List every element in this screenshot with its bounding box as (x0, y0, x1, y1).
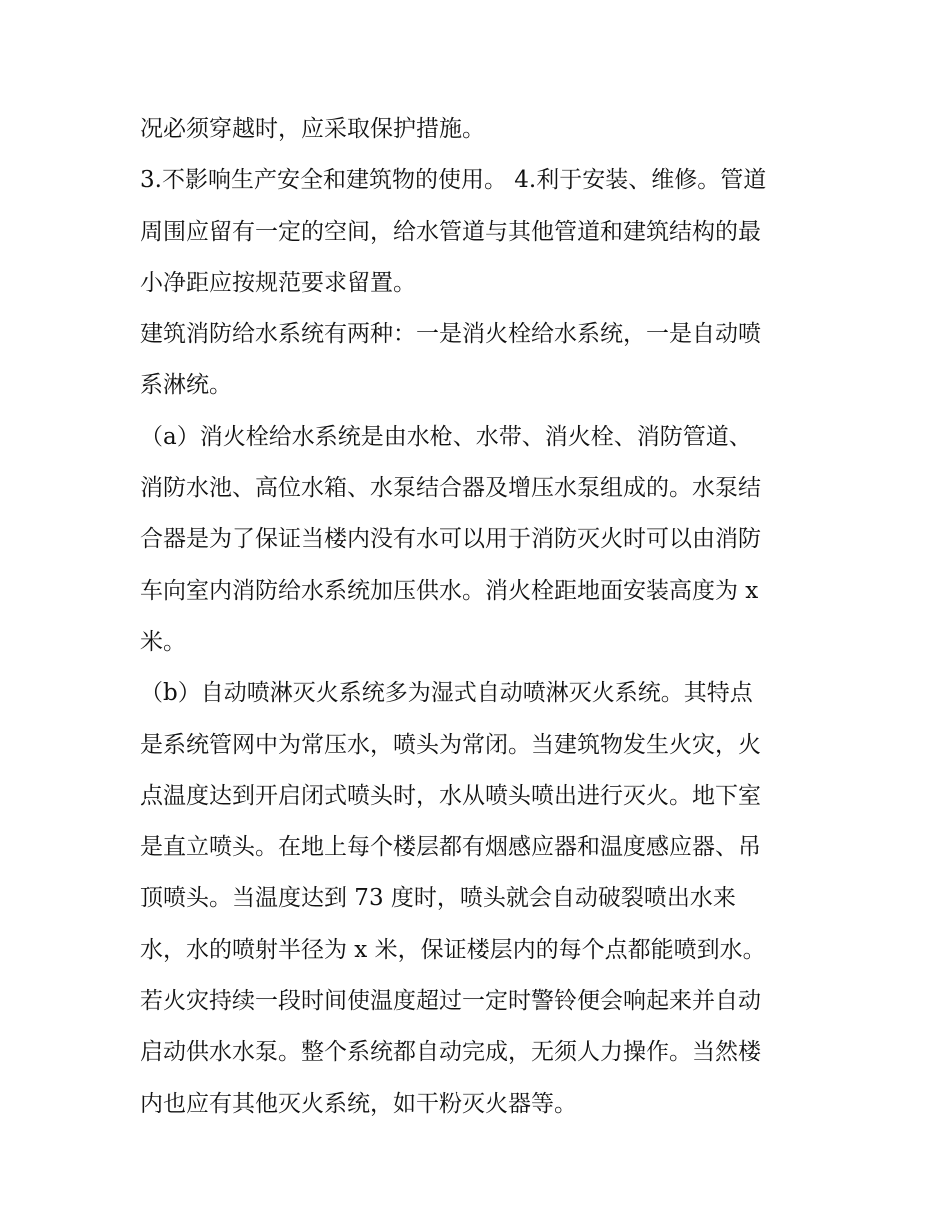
text-line: 3.不影响生产安全和建筑物的使用。 4.利于安装、维修。管道 (140, 167, 767, 194)
text-line: 启动供水水泵。整个系统都自动完成，无须人力操作。当然楼 (140, 1039, 761, 1066)
text-line: 顶喷头。当温度达到 73 度时，喷头就会自动破裂喷出水来 (140, 885, 736, 912)
text-line: 是系统管网中为常压水，喷头为常闭。当建筑物发生火灾，火 (140, 731, 761, 758)
text-line: 水，水的喷射半径为 x 米，保证楼层内的每个点都能喷到水。 (140, 936, 766, 963)
text-line: （b）自动喷淋灭火系统多为湿式自动喷淋灭火系统。其特点 (140, 680, 753, 707)
body-text (140, 108, 830, 1134)
text-line: 况必须穿越时，应采取保护措施。 (140, 116, 485, 142)
text-line: 小净距应按规范要求留置。 (140, 269, 416, 296)
text-line: 周围应留有一定的空间，给水管道与其他管道和建筑结构的最 (140, 218, 761, 245)
text-line: 合器是为了保证当楼内没有水可以用于消防灭火时可以由消防 (140, 526, 761, 553)
text-line: （a）消火栓给水系统是由水枪、水带、消火栓、消防管道、 (140, 423, 752, 450)
text-line: 系淋统。 (140, 372, 232, 399)
text-line: 点温度达到开启闭式喷头时，水从喷头喷出进行灭火。地下室 (140, 782, 761, 809)
text-line: 建筑消防给水系统有两种：一是消火栓给水系统，一是自动喷 (140, 321, 761, 348)
text-line: 车向室内消防给水系统加压供水。消火栓距地面安装高度为 x (140, 577, 759, 604)
text-line: 消防水池、高位水箱、水泵结合器及增压水泵组成的。水泵结 (140, 475, 761, 502)
text-line: 米。 (140, 628, 186, 655)
text-line: 内也应有其他灭火系统，如干粉灭火器等。 (140, 1090, 577, 1117)
text-line: 若火灾持续一段时间使温度超过一定时警铃便会响起来并自动 (140, 988, 761, 1015)
text-line: 是直立喷头。在地上每个楼层都有烟感应器和温度感应器、吊 (140, 834, 761, 861)
